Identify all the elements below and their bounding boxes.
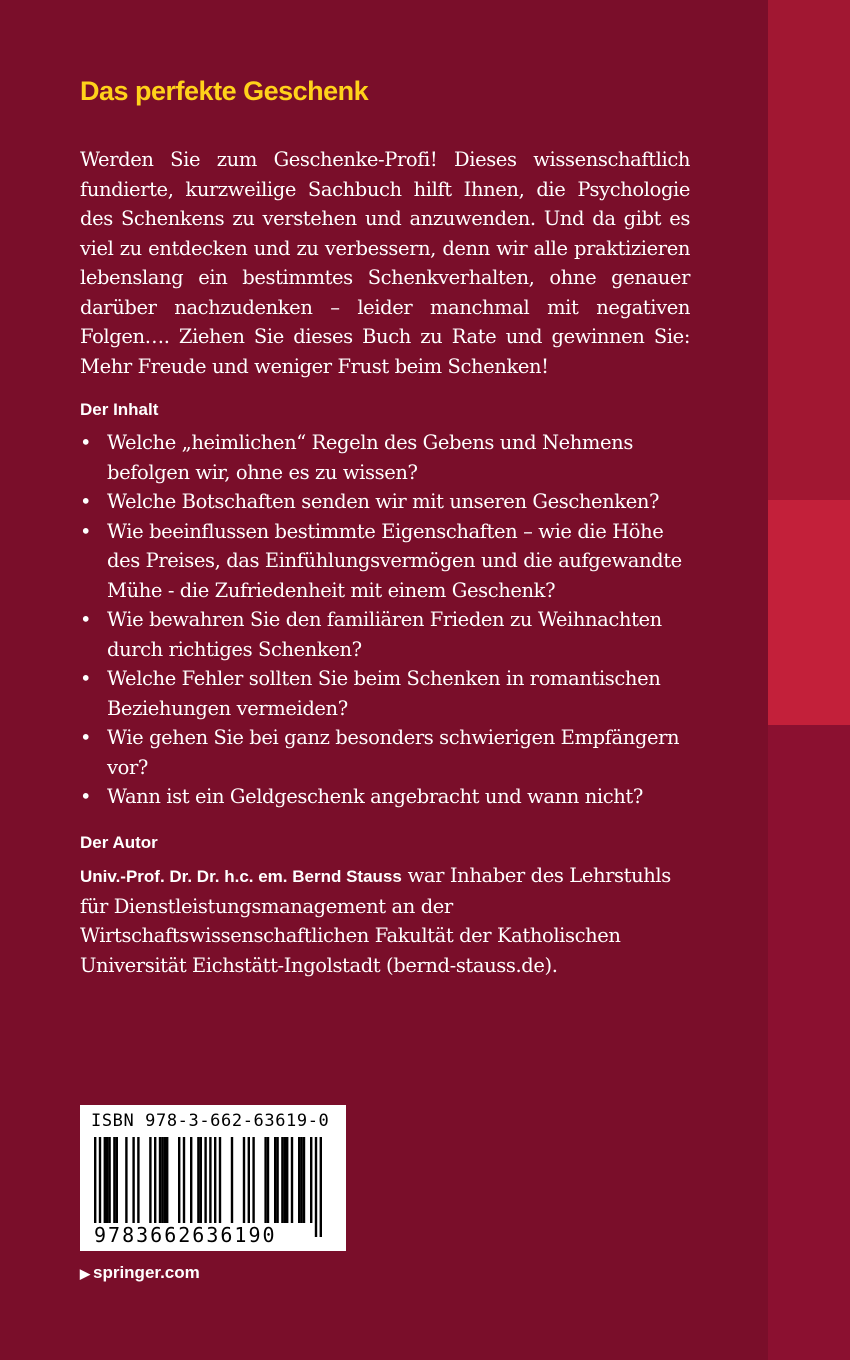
list-item: • Wann ist ein Geldgeschenk angebracht und wann nicht? bbox=[80, 782, 700, 812]
barcode-bar bbox=[99, 1137, 101, 1237]
barcode-bar bbox=[161, 1137, 163, 1223]
barcode-bar bbox=[132, 1137, 134, 1223]
spine-band-bottom bbox=[768, 725, 850, 1360]
barcode-bar bbox=[298, 1137, 300, 1223]
barcode-bar bbox=[267, 1137, 269, 1223]
barcode-bar bbox=[113, 1137, 115, 1223]
publisher-link[interactable] bbox=[80, 1263, 200, 1283]
barcode-bar bbox=[197, 1137, 199, 1223]
barcode-bar bbox=[284, 1137, 286, 1223]
book-title: Das perfekte Geschenk bbox=[80, 76, 369, 106]
barcode-bar bbox=[154, 1137, 156, 1223]
barcode-bar bbox=[243, 1137, 245, 1223]
barcode-bar bbox=[276, 1137, 278, 1223]
barcode-bar bbox=[219, 1137, 221, 1223]
barcode-bars bbox=[94, 1137, 332, 1237]
barcode-bar bbox=[183, 1137, 185, 1223]
barcode-bar bbox=[310, 1137, 312, 1223]
barcode-bar bbox=[204, 1137, 206, 1237]
barcode-bar bbox=[104, 1137, 106, 1223]
barcode-bar bbox=[315, 1137, 317, 1237]
contents-heading: Der Inhalt bbox=[80, 400, 159, 419]
contents-list bbox=[80, 428, 700, 812]
spine-band-accent bbox=[768, 500, 850, 725]
barcode-bar bbox=[281, 1137, 283, 1223]
barcode-bar bbox=[286, 1137, 288, 1223]
barcode-bar bbox=[214, 1137, 216, 1223]
isbn-label: ISBN 978-3-662-63619-0 bbox=[91, 1111, 330, 1131]
list-item: • Wie bewahren Sie den familiären Frieden zu Weihnachten durch richtiges Schenken? bbox=[80, 605, 700, 664]
barcode-bar bbox=[137, 1137, 139, 1223]
list-item: • Welche Botschaften senden wir mit unseren Geschenken? bbox=[80, 487, 700, 517]
barcode-bar bbox=[164, 1137, 166, 1223]
intro-paragraph: Werden Sie zum Geschenke-Profi! Dieses wissenschaftlich fundierte, kurzweilige Sachbuch hilft Ihnen, die Psychologie des Schenkens zu verstehen und anzuwenden. Und da gibt es viel zu entdecken und zu verbessern, denn wir alle praktizieren lebenslang ein bestimmtes Schenkverhalten, ohne genauer darüber nachzudenken – leider manchmal mit negativen Folgen…. Ziehen Sie dieses Buch zu Rate und gewinnen Sie: Mehr Freude und weniger Frust beim Schenken! bbox=[80, 148, 690, 378]
barcode-bar bbox=[94, 1137, 96, 1237]
barcode-bar bbox=[166, 1137, 168, 1223]
spine-band-top bbox=[768, 0, 850, 500]
arrow-right-icon: ▶ bbox=[80, 1266, 90, 1281]
barcode-bar bbox=[231, 1137, 233, 1223]
barcode-bar bbox=[200, 1137, 202, 1223]
barcode-bar bbox=[108, 1137, 110, 1223]
ean-digits: 9783662636190 bbox=[94, 1223, 277, 1247]
publisher-url: springer.com bbox=[93, 1263, 200, 1282]
barcode-bar bbox=[159, 1137, 161, 1223]
barcode-bar bbox=[190, 1137, 192, 1223]
list-item: • Welche „heimlichen“ Regeln des Gebens und Nehmens befolgen wir, ohne es zu wissen? bbox=[80, 428, 700, 487]
author-heading: Der Autor bbox=[80, 833, 158, 852]
barcode-bar bbox=[106, 1137, 108, 1223]
author-bio-text: war Inhaber des Lehrstuhls für Dienstleistungsmanagement an der Wirtschaftswissenschaftlichen Fakultät der Katholischen Universität Eichstätt-Ingolstadt (bernd-stauss.de). bbox=[80, 864, 671, 977]
barcode-bar bbox=[125, 1137, 127, 1223]
barcode-bar bbox=[303, 1137, 305, 1223]
spine-band bbox=[768, 0, 850, 1360]
list-item: • Wie gehen Sie bei ganz besonders schwierigen Empfängern vor? bbox=[80, 723, 700, 782]
barcode-bar bbox=[300, 1137, 302, 1223]
barcode-bar bbox=[320, 1137, 322, 1237]
list-item: • Wie beeinflussen bestimmte Eigenschaften – wie die Höhe des Preises, das Einfühlungsvermögen und die aufgewandte Mühe - die Zufriedenheit mit einem Geschenk? bbox=[80, 517, 700, 606]
barcode-bar bbox=[178, 1137, 180, 1223]
barcode-bar bbox=[248, 1137, 250, 1223]
isbn-barcode bbox=[80, 1105, 346, 1251]
barcode-bar bbox=[149, 1137, 151, 1223]
barcode-bar bbox=[209, 1137, 211, 1237]
list-item: • Welche Fehler sollten Sie beim Schenken in romantischen Beziehungen vermeiden? bbox=[80, 664, 700, 723]
barcode-bar bbox=[252, 1137, 254, 1223]
barcode-bar bbox=[264, 1137, 266, 1223]
barcode-bar bbox=[116, 1137, 118, 1223]
author-name: Univ.-Prof. Dr. Dr. h.c. em. Bernd Stauss bbox=[80, 867, 402, 886]
barcode-bar bbox=[274, 1137, 276, 1223]
author-bio bbox=[80, 861, 695, 980]
barcode-bar bbox=[291, 1137, 293, 1223]
